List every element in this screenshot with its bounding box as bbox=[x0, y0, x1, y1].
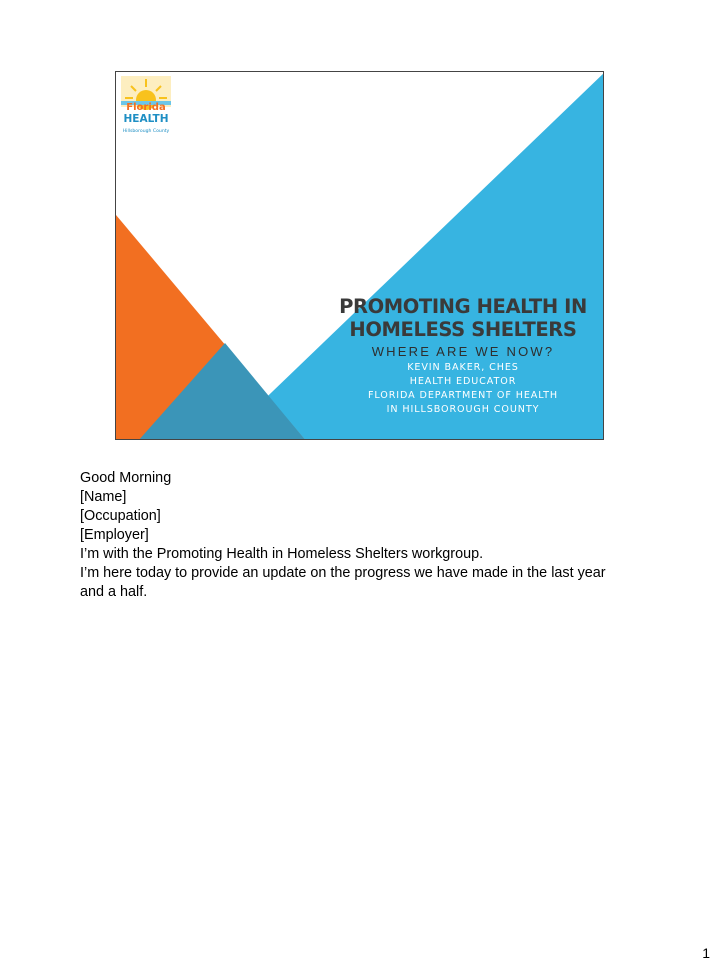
notes-line: I’m here today to provide an update on the progress we have made in the last year bbox=[80, 565, 606, 581]
notes-line: [Employer] bbox=[80, 527, 149, 543]
speaker-notes bbox=[80, 469, 660, 602]
logo-line3: Hillsborough County bbox=[122, 129, 170, 134]
slide-title-block bbox=[337, 295, 589, 417]
page-number: 1 bbox=[702, 945, 710, 961]
slide-thumbnail bbox=[115, 71, 604, 440]
logo-line2: HEALTH bbox=[123, 113, 169, 125]
florida-health-logo bbox=[121, 76, 171, 138]
presenter-county: IN HILLSBOROUGH COUNTY bbox=[386, 404, 540, 415]
presenter-name: KEVIN BAKER, CHES bbox=[407, 362, 519, 373]
presenter-role: HEALTH EDUCATOR bbox=[409, 376, 517, 387]
slide-title-line-2: HOMELESS SHELTERS bbox=[349, 318, 577, 341]
notes-line: Good Morning bbox=[80, 470, 172, 486]
notes-line: [Occupation] bbox=[80, 508, 161, 524]
logo-line1: Florida bbox=[126, 102, 166, 113]
presenter-org: FLORIDA DEPARTMENT OF HEALTH bbox=[367, 390, 559, 401]
slide-subtitle: WHERE ARE WE NOW? bbox=[371, 344, 555, 359]
notes-line: [Name] bbox=[80, 489, 127, 505]
notes-line: I’m with the Promoting Health in Homeless Shelters workgroup. bbox=[80, 546, 484, 562]
notes-line: and a half. bbox=[80, 584, 148, 600]
presenter-info bbox=[337, 361, 589, 417]
slide-title-line-1: PROMOTING HEALTH IN bbox=[339, 295, 587, 318]
